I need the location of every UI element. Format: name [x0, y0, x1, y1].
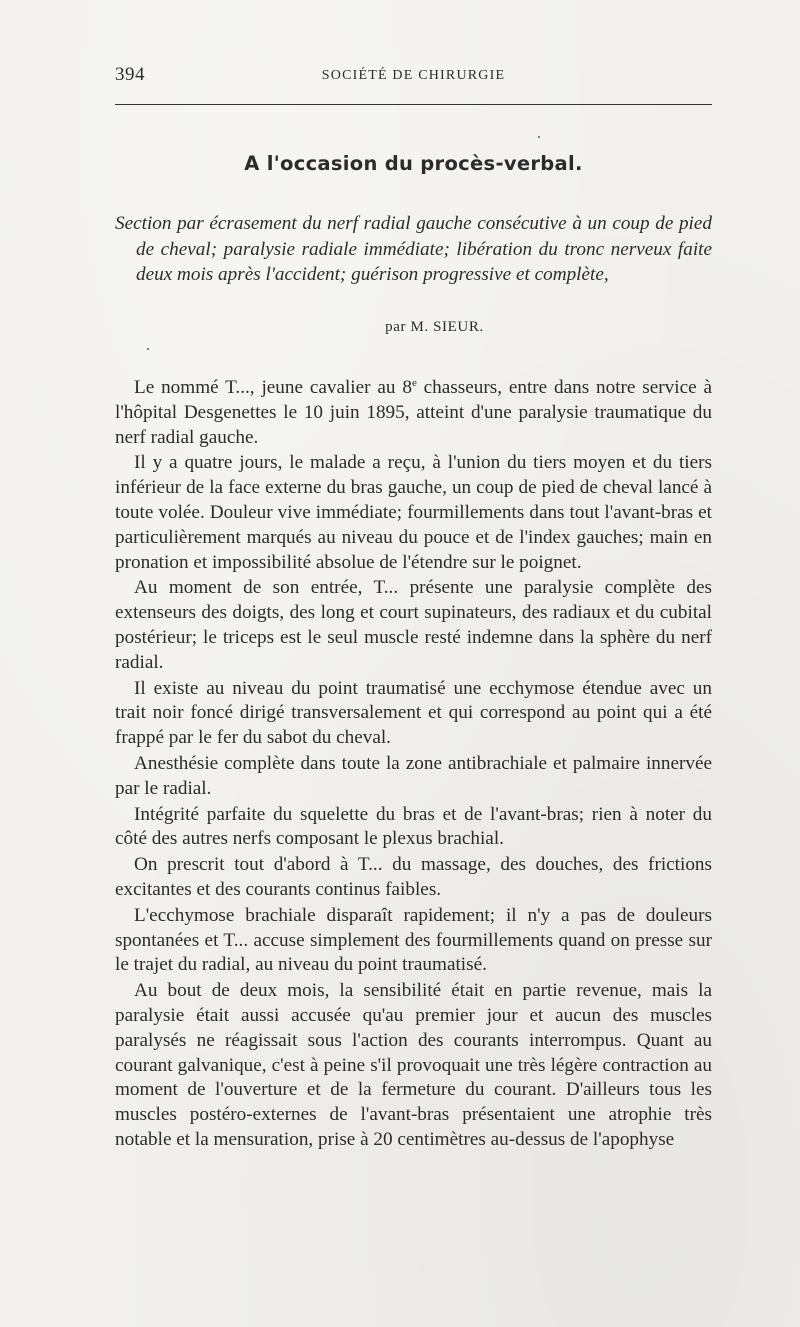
article-title: A l'occasion du procès-verbal. [244, 152, 583, 175]
running-head: SOCIÉTÉ DE CHIRURGIE [321, 68, 506, 83]
paragraph: Il y a quatre jours, le malade a reçu, à l'union du tiers moyen et du tiers inférieur de la face externe du bras gauche, un coup de pied de cheval lancé à toute volée. Douleur vive immédiate; fourmillements dans tout l'avant-bras et particulièrement marqués au niveau du pouce et de l'index gauches; main en pronation et impossibilité absolue de l'étendre sur le poignet. [115, 452, 712, 573]
print-speck [538, 136, 540, 138]
paragraph: Au moment de son entrée, T... présente une paralysie complète des extenseurs des doigts, des long et court supinateurs, des radiaux et du cubital postérieur; le triceps est le seul muscle resté indemne dans la sphère du nerf radial. [115, 577, 712, 673]
article-subtitle: Section par écrasement du nerf radial gauche consécutive à un coup de pied de cheval; paralysie radiale immédiate; libération du tronc nerveux faite deux mois après l'accident; guérison progressive et complète, [115, 213, 712, 285]
paragraph: On prescrit tout d'abord à T... du massage, des douches, des frictions excitantes et des courants continus faibles. [115, 854, 712, 900]
header-rule [115, 104, 712, 105]
paragraph: Il existe au niveau du point traumatisé une ecchymose étendue avec un trait noir foncé dirigé transversalement et qui correspond au point qui a été frappé par le fer du sabot du cheval. [115, 677, 712, 749]
page-header [115, 64, 712, 88]
paragraph: Au bout de deux mois, la sensibilité était en partie revenue, mais la paralysie était aussi accusée qu'au premier jour et aucun des muscles paralysés ne réagissait sous l'action des courants interrompus. Quant au courant galvanique, c'est à peine s'il provoquait une très légère contraction au moment de l'ouverture et de la fermeture du courant. D'ailleurs tous les muscles postéro-externes de l'avant-bras présentaient une atrophie très notable et la mensuration, prise à 20 centimètres au-dessus de l'apophyse [115, 980, 712, 1150]
paragraph: Intégrité parfaite du squelette du bras et de l'avant-bras; rien à noter du côté des autres nerfs composant le plexus brachial. [115, 803, 712, 850]
article-author: par M. SIEUR. [385, 319, 484, 335]
paragraph-text: Le nommé T..., jeune cavalier au 8 [134, 377, 412, 398]
paragraph: L'ecchymose brachiale disparaît rapidement; il n'y a pas de douleurs spontanées et T... accuse simplement des fourmillements quand on presse sur le trajet du radial, au niveau du point traumatisé. [115, 904, 712, 976]
print-speck [147, 348, 149, 350]
paragraph-text: chasseurs, entre dans notre service à l'hôpital Desgenettes le 10 juin 1895, atteint d'une paralysie traumatique du nerf radial gauche. [115, 377, 712, 448]
paragraph [115, 376, 712, 450]
paragraph: Anesthésie complète dans toute la zone antibrachiale et palmaire innervée par le radial. [115, 752, 712, 799]
ordinal-superscript: e [411, 377, 417, 389]
page-number: 394 [115, 64, 145, 85]
article-body [115, 376, 712, 1153]
